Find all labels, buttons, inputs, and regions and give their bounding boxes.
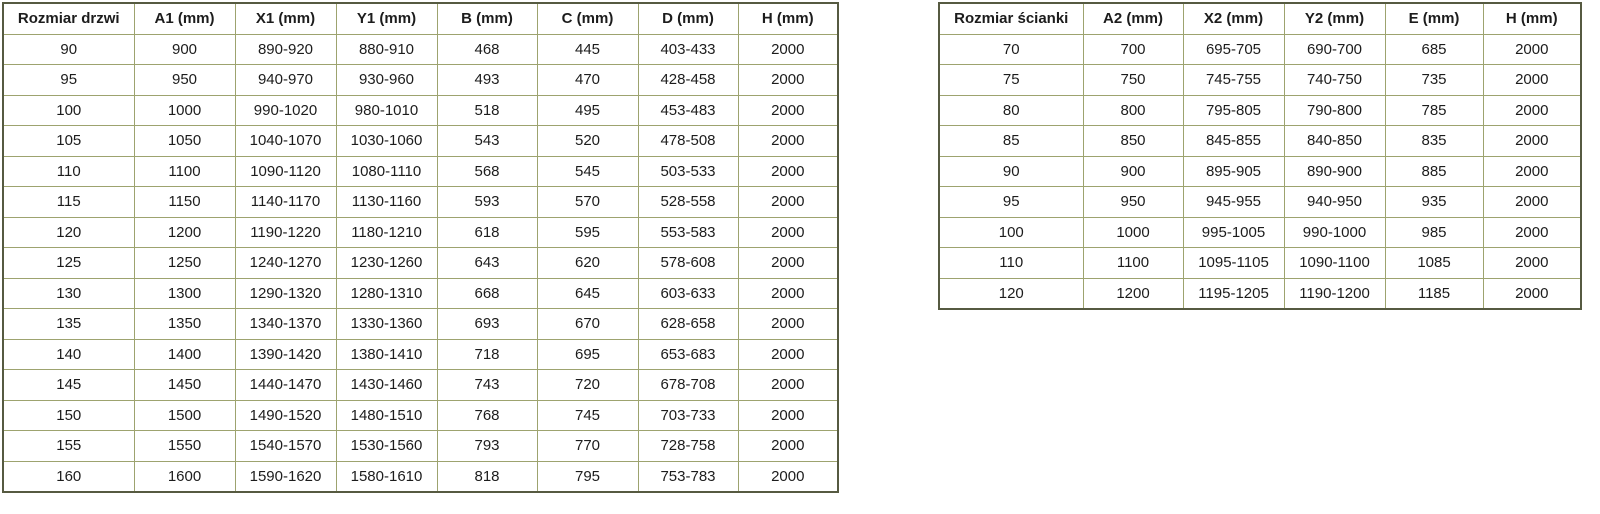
table-cell: 528-558 (638, 187, 738, 218)
table-cell: 1030-1060 (336, 126, 437, 157)
table-cell: 80 (939, 95, 1083, 126)
table-cell: 1090-1120 (235, 156, 336, 187)
table-cell: 945-955 (1183, 187, 1284, 218)
table-cell: 678-708 (638, 370, 738, 401)
table-cell: 135 (3, 309, 134, 340)
table-cell: 685 (1385, 34, 1483, 65)
table-cell: 2000 (738, 95, 838, 126)
table-cell: 1350 (134, 309, 235, 340)
table-cell: 2000 (1483, 187, 1581, 218)
table-row (3, 217, 838, 248)
table-row (3, 126, 838, 157)
table-cell: 1330-1360 (336, 309, 437, 340)
table-row (3, 309, 838, 340)
table-cell: 578-608 (638, 248, 738, 279)
table-cell: 1100 (134, 156, 235, 187)
table-cell: 150 (3, 400, 134, 431)
table-cell: 593 (437, 187, 537, 218)
table-row (3, 95, 838, 126)
table-cell: 1050 (134, 126, 235, 157)
table-cell: 890-920 (235, 34, 336, 65)
table-cell: 2000 (738, 339, 838, 370)
table-cell: 85 (939, 126, 1083, 157)
table-cell: 115 (3, 187, 134, 218)
column-header: B (mm) (437, 3, 537, 34)
door-sizes-table (2, 2, 839, 493)
column-header: H (mm) (738, 3, 838, 34)
table-cell: 570 (537, 187, 638, 218)
table-cell: 503-533 (638, 156, 738, 187)
table-cell: 145 (3, 370, 134, 401)
table-cell: 1590-1620 (235, 461, 336, 492)
table-cell: 835 (1385, 126, 1483, 157)
table-row (3, 278, 838, 309)
table-cell: 445 (537, 34, 638, 65)
table-row (3, 461, 838, 492)
table-cell: 1540-1570 (235, 431, 336, 462)
table-cell: 495 (537, 95, 638, 126)
table-cell: 995-1005 (1183, 217, 1284, 248)
table-row (3, 187, 838, 218)
table-cell: 950 (134, 65, 235, 96)
table-cell: 718 (437, 339, 537, 370)
table-cell: 1530-1560 (336, 431, 437, 462)
table-cell: 1600 (134, 461, 235, 492)
table-cell: 940-970 (235, 65, 336, 96)
table-cell: 695-705 (1183, 34, 1284, 65)
table-cell: 110 (3, 156, 134, 187)
table-cell: 1180-1210 (336, 217, 437, 248)
table-row (939, 248, 1581, 279)
table-cell: 785 (1385, 95, 1483, 126)
table-cell: 990-1020 (235, 95, 336, 126)
table-row (939, 278, 1581, 309)
table-cell: 720 (537, 370, 638, 401)
column-header: Rozmiar ścianki (939, 3, 1083, 34)
table-cell: 745 (537, 400, 638, 431)
table-cell: 1440-1470 (235, 370, 336, 401)
table-cell: 403-433 (638, 34, 738, 65)
table-cell: 620 (537, 248, 638, 279)
table-cell: 693 (437, 309, 537, 340)
table-cell: 895-905 (1183, 156, 1284, 187)
table-cell: 2000 (738, 65, 838, 96)
table-row (3, 65, 838, 96)
table-cell: 2000 (738, 217, 838, 248)
table-cell: 1390-1420 (235, 339, 336, 370)
table-cell: 1490-1520 (235, 400, 336, 431)
table-cell: 568 (437, 156, 537, 187)
table-cell: 793 (437, 431, 537, 462)
table-cell: 1190-1220 (235, 217, 336, 248)
table-cell: 130 (3, 278, 134, 309)
table-cell: 900 (134, 34, 235, 65)
column-header: X1 (mm) (235, 3, 336, 34)
table-cell: 643 (437, 248, 537, 279)
table-cell: 1100 (1083, 248, 1183, 279)
table-cell: 745-755 (1183, 65, 1284, 96)
table-cell: 890-900 (1284, 156, 1385, 187)
table-cell: 110 (939, 248, 1083, 279)
table-cell: 1000 (134, 95, 235, 126)
table-row (3, 156, 838, 187)
table-cell: 850 (1083, 126, 1183, 157)
table-cell: 518 (437, 95, 537, 126)
table-cell: 100 (3, 95, 134, 126)
table-cell: 1090-1100 (1284, 248, 1385, 279)
table-cell: 653-683 (638, 339, 738, 370)
table-cell: 940-950 (1284, 187, 1385, 218)
table-cell: 1195-1205 (1183, 278, 1284, 309)
table-row (939, 126, 1581, 157)
table-cell: 595 (537, 217, 638, 248)
table-cell: 2000 (738, 461, 838, 492)
table-cell: 950 (1083, 187, 1183, 218)
table-cell: 428-458 (638, 65, 738, 96)
column-header: E (mm) (1385, 3, 1483, 34)
table-cell: 728-758 (638, 431, 738, 462)
table-cell: 95 (939, 187, 1083, 218)
table-cell: 1340-1370 (235, 309, 336, 340)
table-cell: 1380-1410 (336, 339, 437, 370)
table-cell: 2000 (1483, 248, 1581, 279)
table-cell: 1500 (134, 400, 235, 431)
table-cell: 1480-1510 (336, 400, 437, 431)
table-cell: 1300 (134, 278, 235, 309)
table-cell: 2000 (738, 370, 838, 401)
table-cell: 2000 (1483, 217, 1581, 248)
table-cell: 100 (939, 217, 1083, 248)
table-cell: 1550 (134, 431, 235, 462)
table-cell: 885 (1385, 156, 1483, 187)
table-cell: 95 (3, 65, 134, 96)
table-cell: 670 (537, 309, 638, 340)
table-cell: 2000 (738, 309, 838, 340)
table-cell: 618 (437, 217, 537, 248)
table-cell: 470 (537, 65, 638, 96)
table-cell: 120 (939, 278, 1083, 309)
table-cell: 105 (3, 126, 134, 157)
table-cell: 645 (537, 278, 638, 309)
table-cell: 628-658 (638, 309, 738, 340)
table-cell: 140 (3, 339, 134, 370)
table-row (3, 431, 838, 462)
table-cell: 2000 (738, 400, 838, 431)
table-row (939, 95, 1581, 126)
wall-sizes-table (938, 2, 1582, 310)
table-cell: 2000 (738, 431, 838, 462)
table-cell: 553-583 (638, 217, 738, 248)
table-cell: 668 (437, 278, 537, 309)
wall-table-header-row (939, 3, 1581, 34)
table-cell: 1200 (134, 217, 235, 248)
table-cell: 1190-1200 (1284, 278, 1385, 309)
column-header: Y1 (mm) (336, 3, 437, 34)
table-cell: 468 (437, 34, 537, 65)
table-cell: 1140-1170 (235, 187, 336, 218)
table-cell: 880-910 (336, 34, 437, 65)
table-cell: 990-1000 (1284, 217, 1385, 248)
table-cell: 2000 (1483, 126, 1581, 157)
table-cell: 818 (437, 461, 537, 492)
table-row (939, 156, 1581, 187)
table-row (3, 400, 838, 431)
table-cell: 1080-1110 (336, 156, 437, 187)
table-cell: 980-1010 (336, 95, 437, 126)
table-cell: 1085 (1385, 248, 1483, 279)
table-cell: 1200 (1083, 278, 1183, 309)
table-row (939, 34, 1581, 65)
table-cell: 520 (537, 126, 638, 157)
table-cell: 930-960 (336, 65, 437, 96)
table-cell: 2000 (738, 248, 838, 279)
table-cell: 545 (537, 156, 638, 187)
table-cell: 453-483 (638, 95, 738, 126)
table-cell: 1040-1070 (235, 126, 336, 157)
table-cell: 2000 (738, 126, 838, 157)
table-cell: 603-633 (638, 278, 738, 309)
table-cell: 1095-1105 (1183, 248, 1284, 279)
table-row (939, 187, 1581, 218)
table-cell: 700 (1083, 34, 1183, 65)
table-cell: 750 (1083, 65, 1183, 96)
table-cell: 2000 (1483, 278, 1581, 309)
column-header: A2 (mm) (1083, 3, 1183, 34)
column-header: X2 (mm) (1183, 3, 1284, 34)
table-cell: 478-508 (638, 126, 738, 157)
table-cell: 768 (437, 400, 537, 431)
table-row (3, 248, 838, 279)
table-cell: 845-855 (1183, 126, 1284, 157)
table-cell: 753-783 (638, 461, 738, 492)
table-cell: 1130-1160 (336, 187, 437, 218)
column-header: D (mm) (638, 3, 738, 34)
column-header: C (mm) (537, 3, 638, 34)
table-cell: 2000 (738, 156, 838, 187)
column-header: Rozmiar drzwi (3, 3, 134, 34)
table-cell: 2000 (738, 187, 838, 218)
table-cell: 900 (1083, 156, 1183, 187)
table-cell: 2000 (738, 278, 838, 309)
table-cell: 120 (3, 217, 134, 248)
table-cell: 985 (1385, 217, 1483, 248)
table-cell: 1250 (134, 248, 235, 279)
table-cell: 1280-1310 (336, 278, 437, 309)
table-cell: 1230-1260 (336, 248, 437, 279)
table-cell: 790-800 (1284, 95, 1385, 126)
table-cell: 740-750 (1284, 65, 1385, 96)
table-cell: 743 (437, 370, 537, 401)
table-cell: 795-805 (1183, 95, 1284, 126)
table-cell: 695 (537, 339, 638, 370)
table-cell: 155 (3, 431, 134, 462)
table-cell: 125 (3, 248, 134, 279)
table-row (939, 65, 1581, 96)
table-cell: 1450 (134, 370, 235, 401)
table-cell: 2000 (1483, 156, 1581, 187)
table-row (3, 339, 838, 370)
column-header: Y2 (mm) (1284, 3, 1385, 34)
table-cell: 690-700 (1284, 34, 1385, 65)
table-cell: 1400 (134, 339, 235, 370)
table-cell: 2000 (738, 34, 838, 65)
table-cell: 493 (437, 65, 537, 96)
table-cell: 160 (3, 461, 134, 492)
table-cell: 1185 (1385, 278, 1483, 309)
column-header: A1 (mm) (134, 3, 235, 34)
table-cell: 770 (537, 431, 638, 462)
table-cell: 1000 (1083, 217, 1183, 248)
table-cell: 90 (939, 156, 1083, 187)
table-cell: 70 (939, 34, 1083, 65)
table-cell: 75 (939, 65, 1083, 96)
table-cell: 2000 (1483, 34, 1581, 65)
table-cell: 935 (1385, 187, 1483, 218)
table-cell: 840-850 (1284, 126, 1385, 157)
table-cell: 543 (437, 126, 537, 157)
table-row (3, 34, 838, 65)
column-header: H (mm) (1483, 3, 1581, 34)
table-cell: 703-733 (638, 400, 738, 431)
table-cell: 1580-1610 (336, 461, 437, 492)
table-row (3, 370, 838, 401)
table-cell: 90 (3, 34, 134, 65)
table-cell: 1430-1460 (336, 370, 437, 401)
table-cell: 1240-1270 (235, 248, 336, 279)
table-cell: 735 (1385, 65, 1483, 96)
table-cell: 1290-1320 (235, 278, 336, 309)
table-row (939, 217, 1581, 248)
table-cell: 2000 (1483, 95, 1581, 126)
table-cell: 1150 (134, 187, 235, 218)
table-cell: 800 (1083, 95, 1183, 126)
door-table-header-row (3, 3, 838, 34)
table-cell: 795 (537, 461, 638, 492)
table-cell: 2000 (1483, 65, 1581, 96)
